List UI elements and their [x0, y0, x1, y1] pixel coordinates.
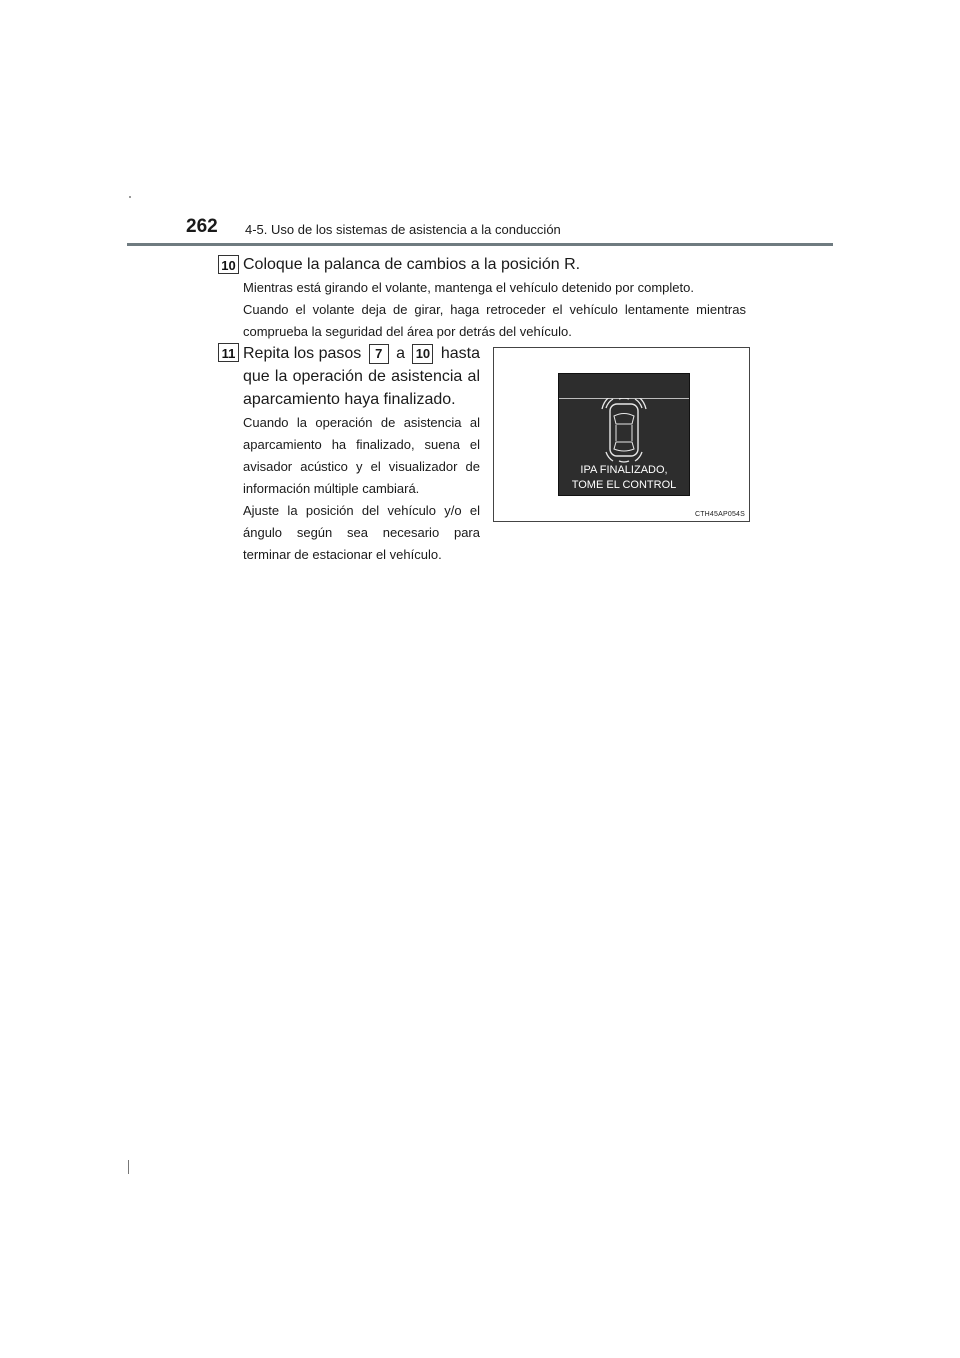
step-heading: [243, 342, 480, 411]
heading-text: hasta: [440, 345, 480, 362]
step-reference-badge[interactable]: 7: [369, 344, 389, 364]
figure-code: CTH45AP054S: [694, 511, 745, 518]
step-body: [243, 412, 480, 566]
multi-info-display: [558, 373, 690, 496]
margin-tick: [129, 196, 131, 198]
display-message-line: TOME EL CONTROL: [571, 479, 677, 491]
step-reference-badge[interactable]: 10: [412, 344, 433, 364]
paragraph: Ajuste la posición del vehículo y/o el ángulo según sea necesario para terminar de estacionar el vehículo.: [243, 503, 480, 562]
display-message-line: IPA FINALIZADO,: [580, 464, 668, 476]
step-number-badge: 10: [218, 255, 239, 274]
page-number: 262: [186, 216, 218, 237]
section-title: 4-5. Uso de los sistemas de asistencia a la conducción: [245, 222, 561, 237]
car-with-sensors-icon: [559, 398, 689, 468]
step-number-badge: 11: [218, 343, 239, 362]
paragraph: Mientras está girando el volante, mantenga el vehículo detenido por completo.: [243, 280, 694, 295]
heading-text: a: [396, 345, 406, 362]
heading-line: que la operación de asistencia al: [243, 368, 480, 385]
display-top-band: [559, 374, 689, 399]
step-body: [243, 277, 746, 343]
heading-line: [243, 342, 480, 365]
heading-text: Repita los pasos: [243, 345, 362, 362]
figure-panel: [493, 347, 750, 522]
margin-tick: [128, 1160, 129, 1174]
step-heading: Coloque la palanca de cambios a la posición R.: [243, 256, 581, 273]
header-rule: [127, 243, 833, 246]
heading-line: aparcamiento haya finalizado.: [243, 391, 456, 408]
paragraph: Cuando el volante deja de girar, haga retroceder el vehículo lentamente mientras comprueba la seguridad del área por detrás del vehículo.: [243, 302, 746, 339]
display-message: [559, 463, 689, 493]
paragraph: Cuando la operación de asistencia al aparcamiento ha finalizado, suena el avisador acústico y el visualizador de información múltiple cambiará.: [243, 415, 480, 496]
